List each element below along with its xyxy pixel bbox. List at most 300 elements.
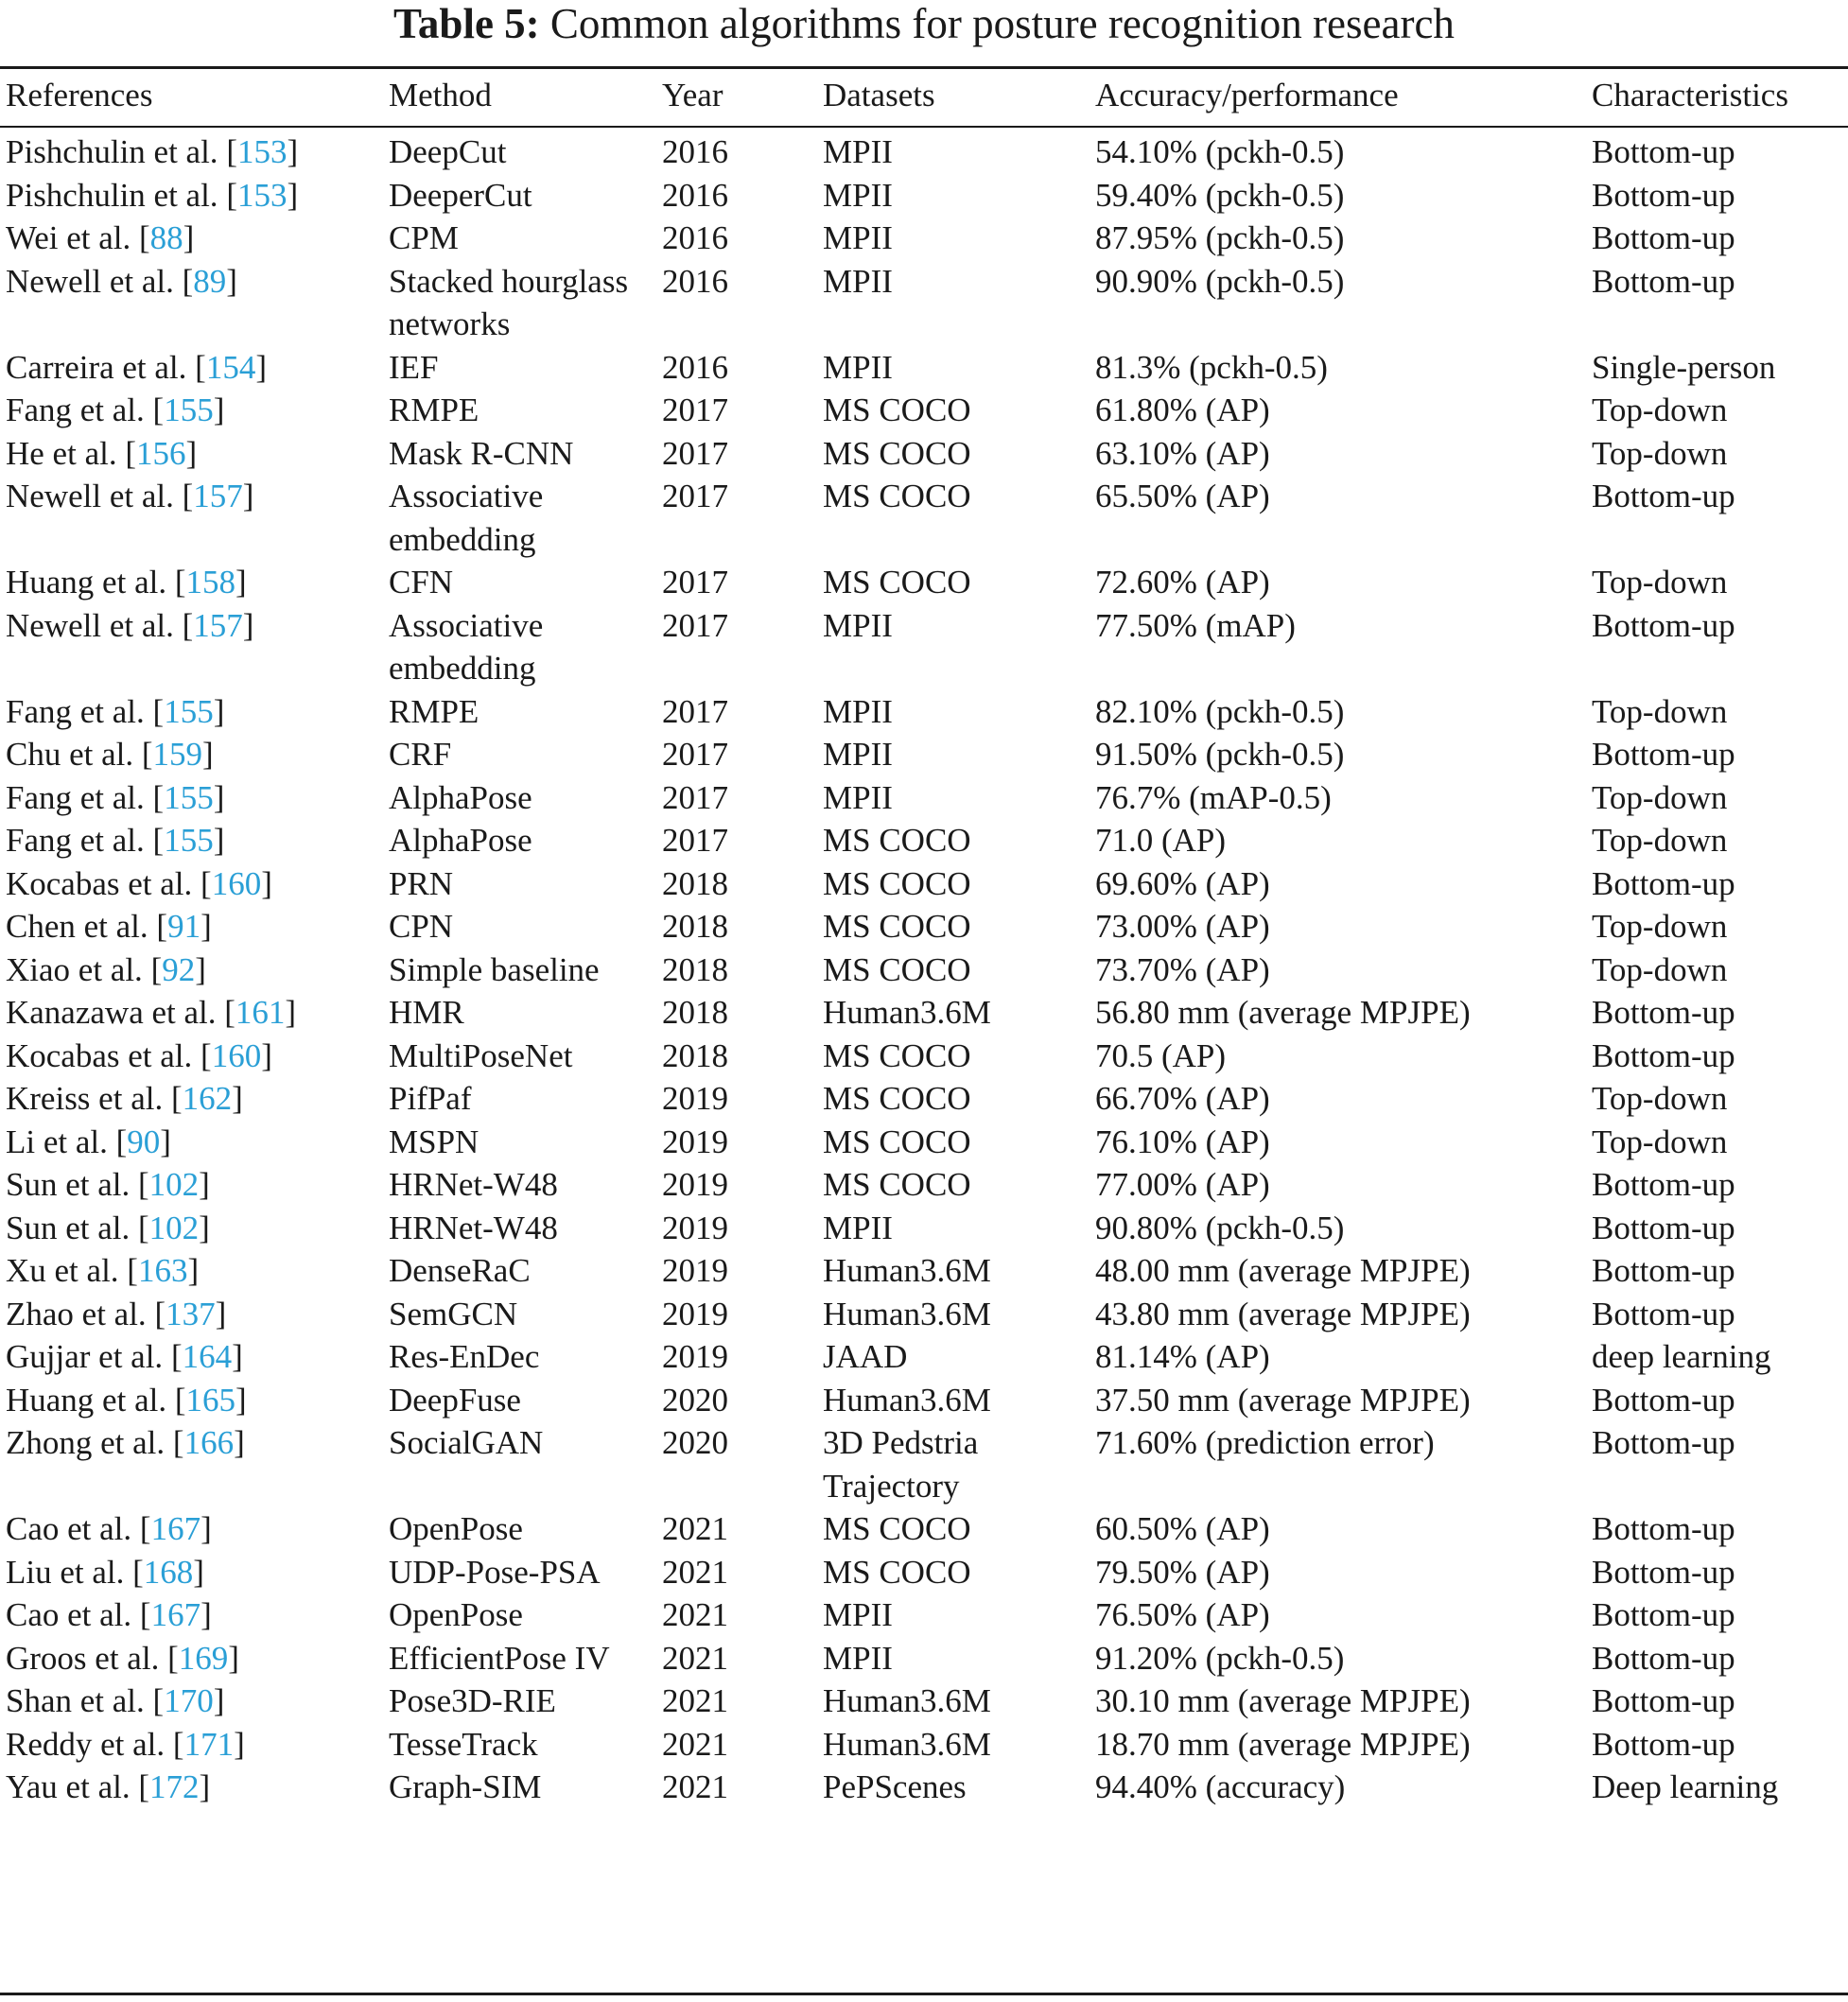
table-row xyxy=(0,733,1848,776)
dataset-cell: MPII xyxy=(823,348,893,386)
method-cell: Res-EnDec xyxy=(389,1338,540,1375)
reference-cell: Huang et al. [158] xyxy=(6,564,247,601)
table-row xyxy=(0,1121,1848,1164)
reference-cell: Shan et al. [170] xyxy=(6,1682,225,1719)
accuracy-cell: 71.60% (prediction error) xyxy=(1095,1424,1435,1461)
table-row xyxy=(0,1421,1848,1507)
characteristics-cell: Bottom-up xyxy=(1592,606,1735,644)
table-row xyxy=(0,260,1848,346)
citation-link[interactable]: 154 xyxy=(205,348,256,386)
reference-cell: Sun et al. [102] xyxy=(6,1166,210,1203)
year-cell: 2016 xyxy=(662,176,728,214)
author-name: Pishchulin et al. xyxy=(6,133,218,170)
author-name: Newell et al. xyxy=(6,606,174,644)
citation-link[interactable]: 102 xyxy=(148,1166,200,1203)
table-row xyxy=(0,1766,1848,1809)
year-cell: 2021 xyxy=(662,1510,728,1547)
table-row xyxy=(0,776,1848,820)
dataset-cell: MS COCO xyxy=(823,564,971,601)
author-name: Groos et al. xyxy=(6,1639,160,1677)
method-cell: AlphaPose xyxy=(389,778,532,816)
dataset-cell: PePScenes xyxy=(823,1768,967,1805)
method-cell: Graph-SIM xyxy=(389,1768,542,1805)
accuracy-cell: 81.14% (AP) xyxy=(1095,1338,1270,1375)
accuracy-cell: 77.00% (AP) xyxy=(1095,1166,1270,1203)
characteristics-cell: Bottom-up xyxy=(1592,1510,1735,1547)
reference-cell: Huang et al. [165] xyxy=(6,1381,247,1419)
reference-cell: Fang et al. [155] xyxy=(6,778,225,816)
characteristics-cell: Bottom-up xyxy=(1592,1424,1735,1461)
author-name: Huang et al. xyxy=(6,564,167,601)
author-name: Reddy et al. xyxy=(6,1725,166,1763)
year-cell: 2019 xyxy=(662,1338,728,1375)
author-name: Fang et al. xyxy=(6,692,145,730)
reference-cell: Fang et al. [155] xyxy=(6,692,225,730)
table-row xyxy=(0,1379,1848,1422)
accuracy-cell: 61.80% (AP) xyxy=(1095,392,1270,428)
method-cell: HMR xyxy=(389,994,464,1031)
table-row xyxy=(0,1680,1848,1723)
year-cell: 2019 xyxy=(662,1166,728,1203)
dataset-cell: MPII xyxy=(823,1639,893,1677)
author-name: Xu et al. xyxy=(6,1252,119,1289)
accuracy-cell: 54.10% (pckh-0.5) xyxy=(1095,133,1345,170)
citation-link[interactable]: 159 xyxy=(152,736,203,773)
reference-cell: Kanazawa et al. [161] xyxy=(6,994,297,1031)
citation-link[interactable]: 158 xyxy=(185,564,235,601)
citation-link[interactable]: 160 xyxy=(211,864,262,902)
year-cell: 2018 xyxy=(662,864,728,902)
method-cell: UDP-Pose-PSA xyxy=(389,1553,601,1591)
citation-link[interactable]: 155 xyxy=(164,822,214,859)
dataset-cell: 3D Pedstria Trajectory xyxy=(823,1424,979,1505)
method-cell: EfficientPose IV xyxy=(389,1639,610,1677)
method-cell: CPM xyxy=(389,219,459,256)
method-cell: OpenPose xyxy=(389,1596,523,1633)
table-row xyxy=(0,389,1848,432)
citation-link[interactable]: 153 xyxy=(236,133,288,170)
dataset-cell: MPII xyxy=(823,1596,893,1633)
reference-cell: Chen et al. [91] xyxy=(6,908,212,945)
dataset-cell: MS COCO xyxy=(823,1553,971,1591)
reference-cell: Chu et al. [159] xyxy=(6,736,214,773)
citation-link[interactable]: 167 xyxy=(150,1596,201,1633)
citation-link[interactable]: 171 xyxy=(183,1725,235,1763)
accuracy-cell: 76.50% (AP) xyxy=(1095,1596,1270,1633)
column-header-references: References xyxy=(6,77,153,113)
year-cell: 2021 xyxy=(662,1553,728,1591)
dataset-cell: MS COCO xyxy=(823,478,971,514)
citation-link[interactable]: 156 xyxy=(135,434,186,472)
method-cell: CFN xyxy=(389,564,454,601)
reference-cell: Pishchulin et al. [153] xyxy=(6,176,299,214)
method-cell: MSPN xyxy=(389,1123,479,1160)
reference-cell: Xu et al. [163] xyxy=(6,1252,200,1289)
characteristics-cell: Bottom-up xyxy=(1592,1381,1735,1419)
method-cell: PRN xyxy=(389,864,454,902)
author-name: Zhao et al. xyxy=(6,1295,147,1332)
author-name: Zhong et al. xyxy=(6,1424,166,1461)
characteristics-cell: Bottom-up xyxy=(1592,219,1735,256)
year-cell: 2021 xyxy=(662,1639,728,1677)
author-name: Yau et al. xyxy=(6,1768,131,1805)
author-name: Pishchulin et al. xyxy=(6,176,218,214)
year-cell: 2018 xyxy=(662,1036,728,1074)
year-cell: 2019 xyxy=(662,1295,728,1332)
citation-link[interactable]: 157 xyxy=(193,606,243,644)
citation-link[interactable]: 163 xyxy=(137,1252,188,1289)
author-name: Fang et al. xyxy=(6,392,145,428)
characteristics-cell: Bottom-up xyxy=(1592,1036,1735,1074)
method-cell: CPN xyxy=(389,908,454,945)
dataset-cell: MPII xyxy=(823,606,893,644)
characteristics-cell: Top-down xyxy=(1592,434,1728,472)
reference-cell: Newell et al. [157] xyxy=(6,606,254,644)
table-row xyxy=(0,604,1848,690)
author-name: Carreira et al. xyxy=(6,348,187,386)
table-row xyxy=(0,905,1848,949)
table-row xyxy=(0,1163,1848,1207)
accuracy-cell: 70.5 (AP) xyxy=(1095,1036,1227,1074)
citation-link[interactable]: 168 xyxy=(143,1553,194,1591)
method-cell: MultiPoseNet xyxy=(389,1036,573,1074)
dataset-cell: MPII xyxy=(823,692,893,730)
year-cell: 2021 xyxy=(662,1682,728,1719)
dataset-cell: MS COCO xyxy=(823,1036,971,1074)
column-header-characteristics: Characteristics xyxy=(1592,77,1788,113)
author-name: Cao et al. xyxy=(6,1510,132,1547)
year-cell: 2017 xyxy=(662,778,728,816)
year-cell: 2017 xyxy=(662,692,728,730)
method-cell: IEF xyxy=(389,348,439,386)
characteristics-cell: Bottom-up xyxy=(1592,864,1735,902)
dataset-cell: MS COCO xyxy=(823,864,971,902)
year-cell: 2017 xyxy=(662,822,728,859)
characteristics-cell: Bottom-up xyxy=(1592,1553,1735,1591)
table-caption-label: Table 5: xyxy=(393,0,540,47)
dataset-cell: MS COCO xyxy=(823,434,971,472)
method-cell: DeeperCut xyxy=(389,176,532,214)
dataset-cell: JAAD xyxy=(823,1338,908,1375)
reference-cell: Carreira et al. [154] xyxy=(6,348,267,386)
author-name: Huang et al. xyxy=(6,1381,167,1419)
characteristics-cell: Top-down xyxy=(1592,1123,1728,1160)
dataset-cell: MS COCO xyxy=(823,1166,971,1203)
citation-link[interactable]: 161 xyxy=(235,994,286,1031)
year-cell: 2018 xyxy=(662,908,728,945)
table-row xyxy=(0,1507,1848,1551)
table-row xyxy=(0,174,1848,218)
year-cell: 2016 xyxy=(662,219,728,256)
author-name: Kanazawa et al. xyxy=(6,994,217,1031)
characteristics-cell: Bottom-up xyxy=(1592,1596,1735,1633)
year-cell: 2017 xyxy=(662,736,728,773)
accuracy-cell: 63.10% (AP) xyxy=(1095,434,1270,472)
accuracy-cell: 94.40% (accuracy) xyxy=(1095,1768,1346,1805)
table-row xyxy=(0,1293,1848,1336)
table-row xyxy=(0,1593,1848,1637)
author-name: Kreiss et al. xyxy=(6,1080,164,1117)
author-name: Shan et al. xyxy=(6,1682,145,1719)
column-header-year: Year xyxy=(662,77,724,113)
method-cell: OpenPose xyxy=(389,1510,523,1547)
method-cell: CRF xyxy=(389,736,452,773)
citation-link[interactable]: 166 xyxy=(183,1424,235,1461)
year-cell: 2016 xyxy=(662,348,728,386)
table-row xyxy=(0,1077,1848,1121)
year-cell: 2016 xyxy=(662,262,728,300)
year-cell: 2019 xyxy=(662,1080,728,1117)
method-cell: TesseTrack xyxy=(389,1725,538,1763)
accuracy-cell: 77.50% (mAP) xyxy=(1095,606,1296,644)
dataset-cell: MPII xyxy=(823,262,893,300)
reference-cell: Reddy et al. [171] xyxy=(6,1725,245,1763)
reference-cell: Kocabas et al. [160] xyxy=(6,864,272,902)
reference-cell: Kocabas et al. [160] xyxy=(6,1036,272,1074)
reference-cell: Fang et al. [155] xyxy=(6,822,225,859)
dataset-cell: MPII xyxy=(823,219,893,256)
reference-cell: Sun et al. [102] xyxy=(6,1209,210,1246)
accuracy-cell: 37.50 mm (average MPJPE) xyxy=(1095,1381,1471,1419)
reference-cell: Newell et al. [157] xyxy=(6,478,254,514)
table-row xyxy=(0,1207,1848,1250)
method-cell: Simple baseline xyxy=(389,950,600,988)
table-row xyxy=(0,475,1848,561)
citation-link[interactable]: 155 xyxy=(164,392,214,428)
characteristics-cell: Bottom-up xyxy=(1592,1682,1735,1719)
citation-link[interactable]: 170 xyxy=(164,1682,214,1719)
characteristics-cell: Bottom-up xyxy=(1592,262,1735,300)
author-name: Gujjar et al. xyxy=(6,1338,164,1375)
characteristics-cell: Bottom-up xyxy=(1592,994,1735,1031)
year-cell: 2017 xyxy=(662,392,728,428)
dataset-cell: MPII xyxy=(823,736,893,773)
accuracy-cell: 76.10% (AP) xyxy=(1095,1123,1270,1160)
method-cell: DeepCut xyxy=(389,133,507,170)
accuracy-cell: 91.20% (pckh-0.5) xyxy=(1095,1639,1345,1677)
year-cell: 2021 xyxy=(662,1596,728,1633)
method-cell: DeepFuse xyxy=(389,1381,521,1419)
year-cell: 2018 xyxy=(662,950,728,988)
accuracy-cell: 56.80 mm (average MPJPE) xyxy=(1095,994,1471,1031)
characteristics-cell: Top-down xyxy=(1592,908,1728,945)
method-cell: RMPE xyxy=(389,692,479,730)
citation-link[interactable]: 160 xyxy=(211,1036,262,1074)
characteristics-cell: Top-down xyxy=(1592,692,1728,730)
top-rule xyxy=(0,66,1848,69)
characteristics-cell: deep learning xyxy=(1592,1338,1771,1375)
citation-link[interactable]: 137 xyxy=(166,1295,216,1332)
table-body xyxy=(0,126,1848,1809)
method-cell: RMPE xyxy=(389,392,479,428)
citation-link[interactable]: 90 xyxy=(127,1123,161,1160)
citation-link[interactable]: 153 xyxy=(236,176,288,214)
year-cell: 2018 xyxy=(662,994,728,1031)
reference-cell: Newell et al. [89] xyxy=(6,262,237,300)
characteristics-cell: Deep learning xyxy=(1592,1768,1779,1805)
author-name: Xiao et al. xyxy=(6,950,143,988)
year-cell: 2020 xyxy=(662,1424,728,1461)
header-row xyxy=(0,74,1848,126)
reference-cell: Groos et al. [169] xyxy=(6,1639,239,1677)
citation-link[interactable]: 89 xyxy=(193,262,227,300)
citation-link[interactable]: 155 xyxy=(164,692,214,730)
reference-cell: Wei et al. [88] xyxy=(6,219,195,256)
accuracy-cell: 60.50% (AP) xyxy=(1095,1510,1270,1547)
characteristics-cell: Top-down xyxy=(1592,822,1728,859)
table-row xyxy=(0,432,1848,476)
reference-cell: Zhong et al. [166] xyxy=(6,1424,245,1461)
table-row xyxy=(0,1551,1848,1594)
characteristics-cell: Single-person xyxy=(1592,348,1776,386)
citation-link[interactable]: 157 xyxy=(193,478,243,514)
citation-link[interactable]: 172 xyxy=(148,1768,200,1805)
accuracy-cell: 43.80 mm (average MPJPE) xyxy=(1095,1295,1471,1332)
characteristics-cell: Bottom-up xyxy=(1592,1725,1735,1763)
column-header-datasets: Datasets xyxy=(823,77,935,113)
method-cell: SemGCN xyxy=(389,1295,518,1332)
characteristics-cell: Top-down xyxy=(1592,392,1728,428)
author-name: Sun et al. xyxy=(6,1209,131,1246)
citation-link[interactable]: 155 xyxy=(164,778,214,816)
accuracy-cell: 81.3% (pckh-0.5) xyxy=(1095,348,1328,386)
year-cell: 2021 xyxy=(662,1768,728,1805)
characteristics-cell: Bottom-up xyxy=(1592,1166,1735,1203)
year-cell: 2017 xyxy=(662,564,728,601)
characteristics-cell: Bottom-up xyxy=(1592,1252,1735,1289)
characteristics-cell: Bottom-up xyxy=(1592,1209,1735,1246)
reference-cell: Cao et al. [167] xyxy=(6,1596,212,1633)
reference-cell: Pishchulin et al. [153] xyxy=(6,133,299,170)
author-name: Kocabas et al. xyxy=(6,1036,193,1074)
citation-link[interactable]: 88 xyxy=(149,219,183,256)
accuracy-cell: 87.95% (pckh-0.5) xyxy=(1095,219,1345,256)
accuracy-cell: 91.50% (pckh-0.5) xyxy=(1095,736,1345,773)
dataset-cell: Human3.6M xyxy=(823,994,991,1031)
year-cell: 2017 xyxy=(662,434,728,472)
year-cell: 2020 xyxy=(662,1381,728,1419)
method-cell: Associative embedding xyxy=(389,478,544,558)
method-cell: SocialGAN xyxy=(389,1424,544,1461)
year-cell: 2019 xyxy=(662,1252,728,1289)
table-row xyxy=(0,819,1848,862)
citation-link[interactable]: 167 xyxy=(150,1510,201,1547)
reference-cell: Xiao et al. [92] xyxy=(6,950,206,988)
author-name: Newell et al. xyxy=(6,478,174,514)
table-row xyxy=(0,126,1848,174)
dataset-cell: MS COCO xyxy=(823,822,971,859)
accuracy-cell: 18.70 mm (average MPJPE) xyxy=(1095,1725,1471,1763)
citation-link[interactable]: 92 xyxy=(162,950,196,988)
characteristics-cell: Bottom-up xyxy=(1592,133,1735,170)
column-header-method: Method xyxy=(389,77,492,113)
accuracy-cell: 76.7% (mAP-0.5) xyxy=(1095,778,1332,816)
reference-cell: Cao et al. [167] xyxy=(6,1510,212,1547)
year-cell: 2017 xyxy=(662,478,728,514)
dataset-cell: MPII xyxy=(823,1209,893,1246)
reference-cell: Fang et al. [155] xyxy=(6,392,225,428)
table-row xyxy=(0,690,1848,734)
reference-cell: Zhao et al. [137] xyxy=(6,1295,227,1332)
accuracy-cell: 79.50% (AP) xyxy=(1095,1553,1270,1591)
author-name: Liu et al. xyxy=(6,1553,125,1591)
dataset-cell: Human3.6M xyxy=(823,1725,991,1763)
accuracy-cell: 69.60% (AP) xyxy=(1095,864,1270,902)
citation-link[interactable]: 164 xyxy=(182,1338,233,1375)
dataset-cell: Human3.6M xyxy=(823,1381,991,1419)
method-cell: Associative embedding xyxy=(389,606,544,687)
method-cell: Stacked hourglass networks xyxy=(389,262,629,342)
method-cell: Pose3D-RIE xyxy=(389,1682,556,1719)
year-cell: 2016 xyxy=(662,133,728,170)
accuracy-cell: 72.60% (AP) xyxy=(1095,564,1270,601)
table-row xyxy=(0,1249,1848,1293)
dataset-cell: MS COCO xyxy=(823,1080,971,1117)
table-row xyxy=(0,217,1848,260)
citation-link[interactable]: 162 xyxy=(182,1080,233,1117)
citation-link[interactable]: 91 xyxy=(167,908,201,945)
author-name: Fang et al. xyxy=(6,822,145,859)
citation-link[interactable]: 102 xyxy=(148,1209,200,1246)
dataset-cell: MS COCO xyxy=(823,1510,971,1547)
method-cell: PifPaf xyxy=(389,1080,472,1117)
accuracy-cell: 90.90% (pckh-0.5) xyxy=(1095,262,1345,300)
table-row xyxy=(0,862,1848,906)
dataset-cell: MS COCO xyxy=(823,1123,971,1160)
dataset-cell: MS COCO xyxy=(823,392,971,428)
table-row xyxy=(0,991,1848,1035)
table-row xyxy=(0,949,1848,992)
method-cell: DenseRaC xyxy=(389,1252,531,1289)
characteristics-cell: Bottom-up xyxy=(1592,1639,1735,1677)
year-cell: 2017 xyxy=(662,606,728,644)
author-name: Cao et al. xyxy=(6,1596,132,1633)
reference-cell: Li et al. [90] xyxy=(6,1123,171,1160)
accuracy-cell: 82.10% (pckh-0.5) xyxy=(1095,692,1345,730)
year-cell: 2021 xyxy=(662,1725,728,1763)
characteristics-cell: Bottom-up xyxy=(1592,176,1735,214)
dataset-cell: Human3.6M xyxy=(823,1295,991,1332)
author-name: Newell et al. xyxy=(6,262,174,300)
citation-link[interactable]: 169 xyxy=(178,1639,229,1677)
table-caption-text: Common algorithms for posture recognition research xyxy=(549,0,1455,47)
citation-link[interactable]: 165 xyxy=(185,1381,235,1419)
accuracy-cell: 66.70% (AP) xyxy=(1095,1080,1270,1117)
accuracy-cell: 59.40% (pckh-0.5) xyxy=(1095,176,1345,214)
author-name: Chen et al. xyxy=(6,908,148,945)
characteristics-cell: Bottom-up xyxy=(1592,478,1735,514)
table-row xyxy=(0,1723,1848,1767)
accuracy-cell: 90.80% (pckh-0.5) xyxy=(1095,1209,1345,1246)
method-cell: HRNet-W48 xyxy=(389,1209,558,1246)
accuracy-cell: 48.00 mm (average MPJPE) xyxy=(1095,1252,1471,1289)
characteristics-cell: Top-down xyxy=(1592,564,1728,601)
table-row xyxy=(0,1335,1848,1379)
accuracy-cell: 30.10 mm (average MPJPE) xyxy=(1095,1682,1471,1719)
author-name: Kocabas et al. xyxy=(6,864,193,902)
characteristics-cell: Top-down xyxy=(1592,778,1728,816)
characteristics-cell: Top-down xyxy=(1592,1080,1728,1117)
method-cell: HRNet-W48 xyxy=(389,1166,558,1203)
accuracy-cell: 65.50% (AP) xyxy=(1095,478,1270,514)
author-name: He et al. xyxy=(6,434,117,472)
dataset-cell: MPII xyxy=(823,133,893,170)
characteristics-cell: Bottom-up xyxy=(1592,736,1735,773)
reference-cell: Gujjar et al. [164] xyxy=(6,1338,243,1375)
dataset-cell: Human3.6M xyxy=(823,1682,991,1719)
author-name: Li et al. xyxy=(6,1123,108,1160)
reference-cell: Liu et al. [168] xyxy=(6,1553,204,1591)
